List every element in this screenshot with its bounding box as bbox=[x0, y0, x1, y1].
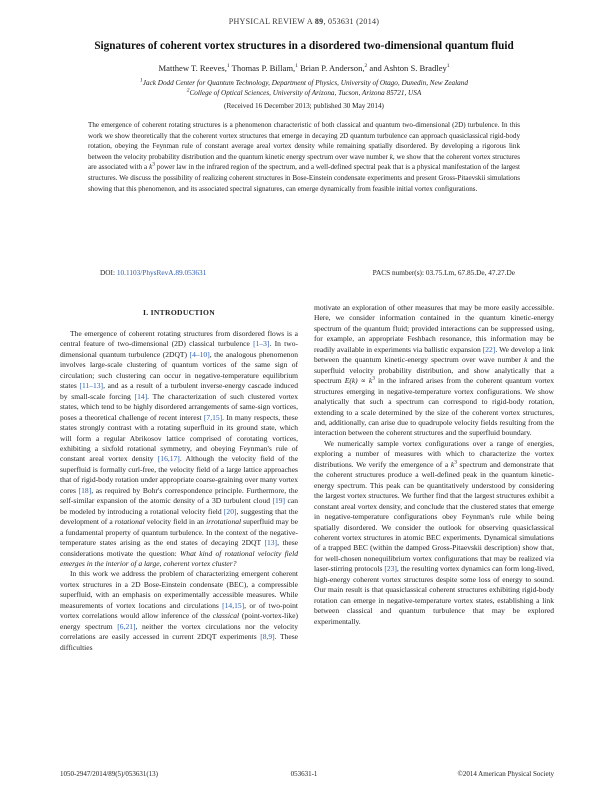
copyright: ©2014 American Physical Society bbox=[457, 770, 554, 778]
abstract: The emergence of coherent rotating structures is a phenomenon characteristic of both classical and quantum two-dimensional (2D) turbulence. In this work we show theoretically that the coherent vortex structures that emerge in decaying 2D quantum turbulence can approach quasiclassical rigid-body rotation, obeying the Feynman rule of constant average areal vortex density while remaining spatially disordered. By developing a rigorous link between the velocity probability distribution and the quantum kinetic energy spectrum over wave number k, we show that the coherent vortex structures are associated with a $k^3$ power law in the infrared region of the spectrum, and a well-defined spectral peak that is a physical manifestation of the largest structures. We discuss the possibility of realizing coherent structures in Bose-Einstein condensate experiments and present Gross-Pitaevskii simulations showing that this phenomenon, and its associated spectral signatures, can emerge dynamically from feasible initial vortex configurations. bbox=[88, 121, 520, 193]
author: and Ashton S. Bradley$^1$ bbox=[369, 63, 450, 73]
citation[interactable]: [18] bbox=[78, 485, 92, 495]
paragraph: We numerically sample vortex configurations over a range of energies, exploring a number of measures with which to characterize the vortex distributions. We verify the emergence of a $k^3$ spectrum and demonstrate that the coherent structures produce a well-defined peak in the quantum kinetic-energy spectrum. This peak can be quantitatively understood by considering the largest vortex structures. We further find that the largest structures exhibit a constant areal vortex density, and conclude that the clustered states that emerge in negative-temperature configurations obey Feynman's rule while being spatially disordered. We consider the outlook for observing quasiclassical coherent vortex structures in atomic BEC experiments. Dynamical simulations of a trapped BEC (within the damped Gross-Pitaevskii description) show that, for well-chosen nonequilibrium vortex configurations that may be realized via laser-stirring protocols [23], the resulting vortex dynamics can form long-lived, high-energy coherent vortex structures despite some loss of energy to sound. Our main result is that quasiclassical coherent structures exhibiting rigid-body rotation can emerge in negative-temperature vortex states, establishing a link between classical and quantum turbulence that may be explored experimentally. bbox=[314, 438, 555, 626]
citation[interactable]: [14,15] bbox=[222, 600, 245, 610]
paper-title: Signatures of coherent vortex structures in a disordered two-dimensional quantum fluid bbox=[94, 40, 514, 52]
citation[interactable]: [4–10] bbox=[189, 349, 210, 359]
citation[interactable]: [7,15] bbox=[203, 412, 223, 422]
journal-name: PHYSICAL REVIEW A bbox=[228, 17, 313, 26]
paragraph: The emergence of coherent rotating structures from disordered flows is a central feature of two-dimensional (2D) classical turbulence [1–3]. In two-dimensional quantum turbulence (2DQT) [4–10], the analogous phenomenon involves large-scale clustering of quantum vortices of the same sign of circulation; such clustering can occur in negative-temperature equilibrium states [11–13], and as a result of a turbulent inverse-energy cascade induced by small-scale forcing [14]. The characterization of such clustered vortex states, which tend to be highly disordered arrangements of same-sign vortices, poses a theoretical challenge of recent interest [7,15]. In many respects, these states strongly contrast with a rotating superfluid in its ground state, which will form a regular Abrikosov lattice comprised of corotating vortices, exhibiting a sixfold rotational symmetry, and obeying Feynman's rule of constant areal vortex density [16,17]. Although the velocity field of the superfluid is formally curl-free, the velocity field of a large lattice approaches that of rigid-body rotation under appropriate coarse-graining over many vortex cores [18], as required by Bohr's correspondence principle. Furthermore, the self-similar expansion of the atomic density of a 3D turbulent cloud [19] can be modeled by introducing a rotational velocity field [20], suggesting that the development of a rotational velocity field in an irrotational superfluid may be a fundamental property of quantum turbulence. In the context of the negative-temperature states arising as the end states of decaying 2DQT [13], these considerations motivate the question: What kind of rotational velocity field emerges in the interior of a large, coherent vortex cluster? bbox=[60, 329, 299, 568]
article-number: , 053631 (2014) bbox=[323, 17, 380, 26]
citation[interactable]: [6,21] bbox=[117, 621, 136, 631]
affiliation: $^2$College of Optical Sciences, University of Arizona, Tucson, Arizona 85721, USA bbox=[186, 87, 422, 97]
footer-code: 1050-2947/2014/89(5)/053631(13) bbox=[60, 770, 158, 778]
running-head bbox=[0, 17, 608, 26]
citation[interactable]: [8,9] bbox=[260, 632, 275, 642]
citation[interactable]: [19] bbox=[272, 496, 286, 506]
paragraph: motivate an exploration of other measures that may be more easily accessible. Here, we consider information contained in the quantum kinetic-energy spectrum of the quantum fluid; provided interactions can be suppressed using, for example, an appropriate Feshbach resonance, this information may be readily available in experiments via ballistic expansion [22]. We develop a link between the quantum kinetic-energy spectrum over wave number k and the superfluid velocity probability distribution, and show analytically that a spectrum $E(k) \propto k^3$ in the infrared arises from the coherent quantum vortex structures emerging in negative-temperature vortex configurations. We show analytically that such a spectrum can correspond to rigid-body rotation, extending to a scale determined by the size of the coherent vortex structures, and, additionally, can arise due to quadrupole velocity fields resulting from the interaction between the coherent structures and the superfluid boundary. bbox=[314, 303, 554, 438]
left-column bbox=[60, 329, 298, 653]
citation[interactable]: [1–3] bbox=[253, 339, 270, 349]
paragraph: In this work we address the problem of characterizing emergent coherent vortex structures in a 2D Bose-Einstein condensate (BEC), a compressible superfluid, with an emphasis on experimentally accessible measures. While measurements of vortex locations and circulations [14,15], or of two-point vortex correlations would allow inference of the classical (point-vortex-like) energy spectrum [6,21], neither the vortex circulations nor the velocity correlations are easily accessed in current 2DQT experiments [8,9]. These difficulties bbox=[60, 569, 298, 652]
pacs-numbers: PACS number(s): 03.75.Lm, 67.85.De, 47.27.De bbox=[372, 268, 515, 277]
section-heading: I. INTRODUCTION bbox=[142, 308, 215, 317]
author-list bbox=[40, 63, 568, 73]
author: Matthew T. Reeves,$^1$ bbox=[158, 63, 230, 73]
doi: DOI: 10.1103/PhysRevA.89.053631 bbox=[100, 268, 207, 277]
citation[interactable]: [13] bbox=[264, 538, 278, 548]
citation[interactable]: [16,17] bbox=[157, 454, 180, 464]
author: Brian P. Anderson,$^2$ bbox=[300, 63, 368, 73]
citation[interactable]: [22] bbox=[482, 344, 496, 354]
citation[interactable]: [20] bbox=[223, 506, 237, 516]
author: Thomas P. Billam,$^1$ bbox=[231, 63, 298, 73]
citation[interactable]: [11–13] bbox=[79, 381, 104, 391]
affiliation: $^1$Jack Dodd Center for Quantum Technology, Department of Physics, University of Otago, Dunedin, New Zealand bbox=[140, 77, 468, 87]
journal-volume: 89 bbox=[314, 17, 324, 26]
right-column bbox=[314, 303, 554, 627]
citation[interactable]: [23] bbox=[384, 564, 397, 574]
citation[interactable]: [14] bbox=[134, 391, 148, 401]
doi-link[interactable]: 10.1103/PhysRevA.89.053631 bbox=[116, 268, 207, 277]
page-number: 053631-1 bbox=[290, 770, 318, 778]
received-dates: (Received 16 December 2013; published 30 May 2014) bbox=[224, 102, 384, 110]
